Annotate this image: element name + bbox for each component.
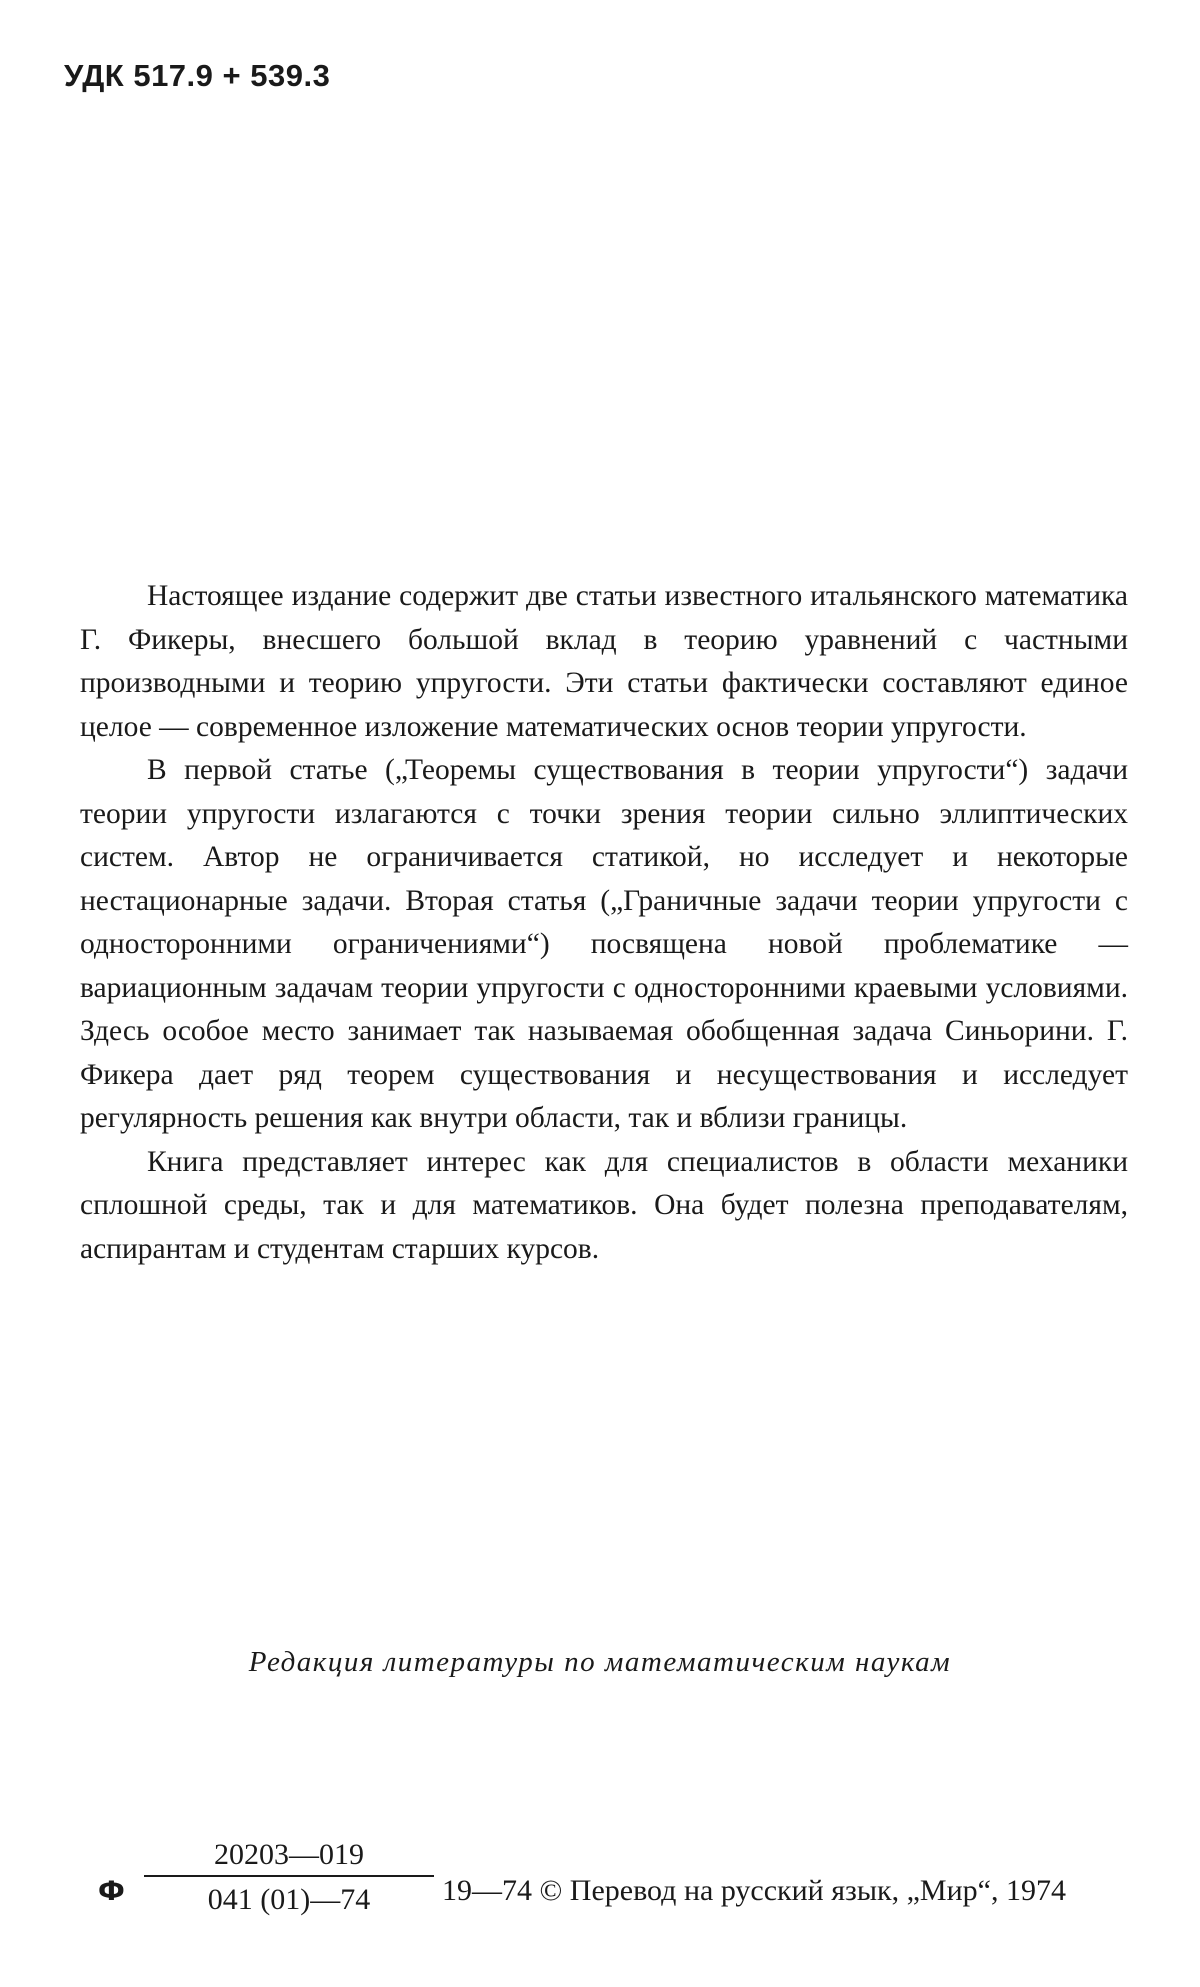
- abstract: [80, 575, 1128, 1271]
- imprint-tail: [442, 1874, 1066, 1908]
- editorial-note: Редакция литературы по математическим наукам: [248, 1646, 952, 1678]
- imprint-prefix: Ф: [98, 1876, 125, 1907]
- abstract-paragraph-3: Книга представляет интерес как для специалистов в области механики сплошной среды, так и для математиков. Она будет полезна преподавателям, аспирантам и студентам старших курсов.: [80, 1145, 1128, 1265]
- udk-code: УДК 517.9 + 539.3: [64, 58, 331, 93]
- imprint-numerator: 20203—019: [144, 1838, 434, 1877]
- abstract-paragraph-2: В первой статье („Теоремы существования в теории упругости“) задачи теории упругости излагаются с точки зрения теории сильно эллиптических систем. Автор не ограничивается статикой, но исследует и некоторые нестационарные задачи. Вторая статья („Граничные задачи теории упругости с односторонними ограничениями“) посвящена новой проблематике — вариационным задачам теории упругости с односторонними краевыми условиями. Здесь особое место занимает так называемая обобщенная задача Синьорини. Г. Фикера дает ряд теорем существования и несуществования и исследует регулярность решения как внутри области, так и вблизи границы.: [80, 754, 1128, 1134]
- imprint: [98, 1838, 1148, 1948]
- abstract-paragraph-1: Настоящее издание содержит две статьи известного итальянского математика Г. Фикеры, внесшего большой вклад в теорию уравнений с частными производными и теорию упругости. Эти статьи фактически составляют единое целое — современное изложение математических основ теории упругости.: [80, 580, 1128, 743]
- imprint-denominator: 041 (01)—74: [207, 1883, 371, 1916]
- imprint-fraction: [144, 1838, 434, 1917]
- imprint-code: 19—74: [442, 1874, 532, 1907]
- copyright-line: © Перевод на русский язык, „Мир“, 1974: [539, 1874, 1066, 1907]
